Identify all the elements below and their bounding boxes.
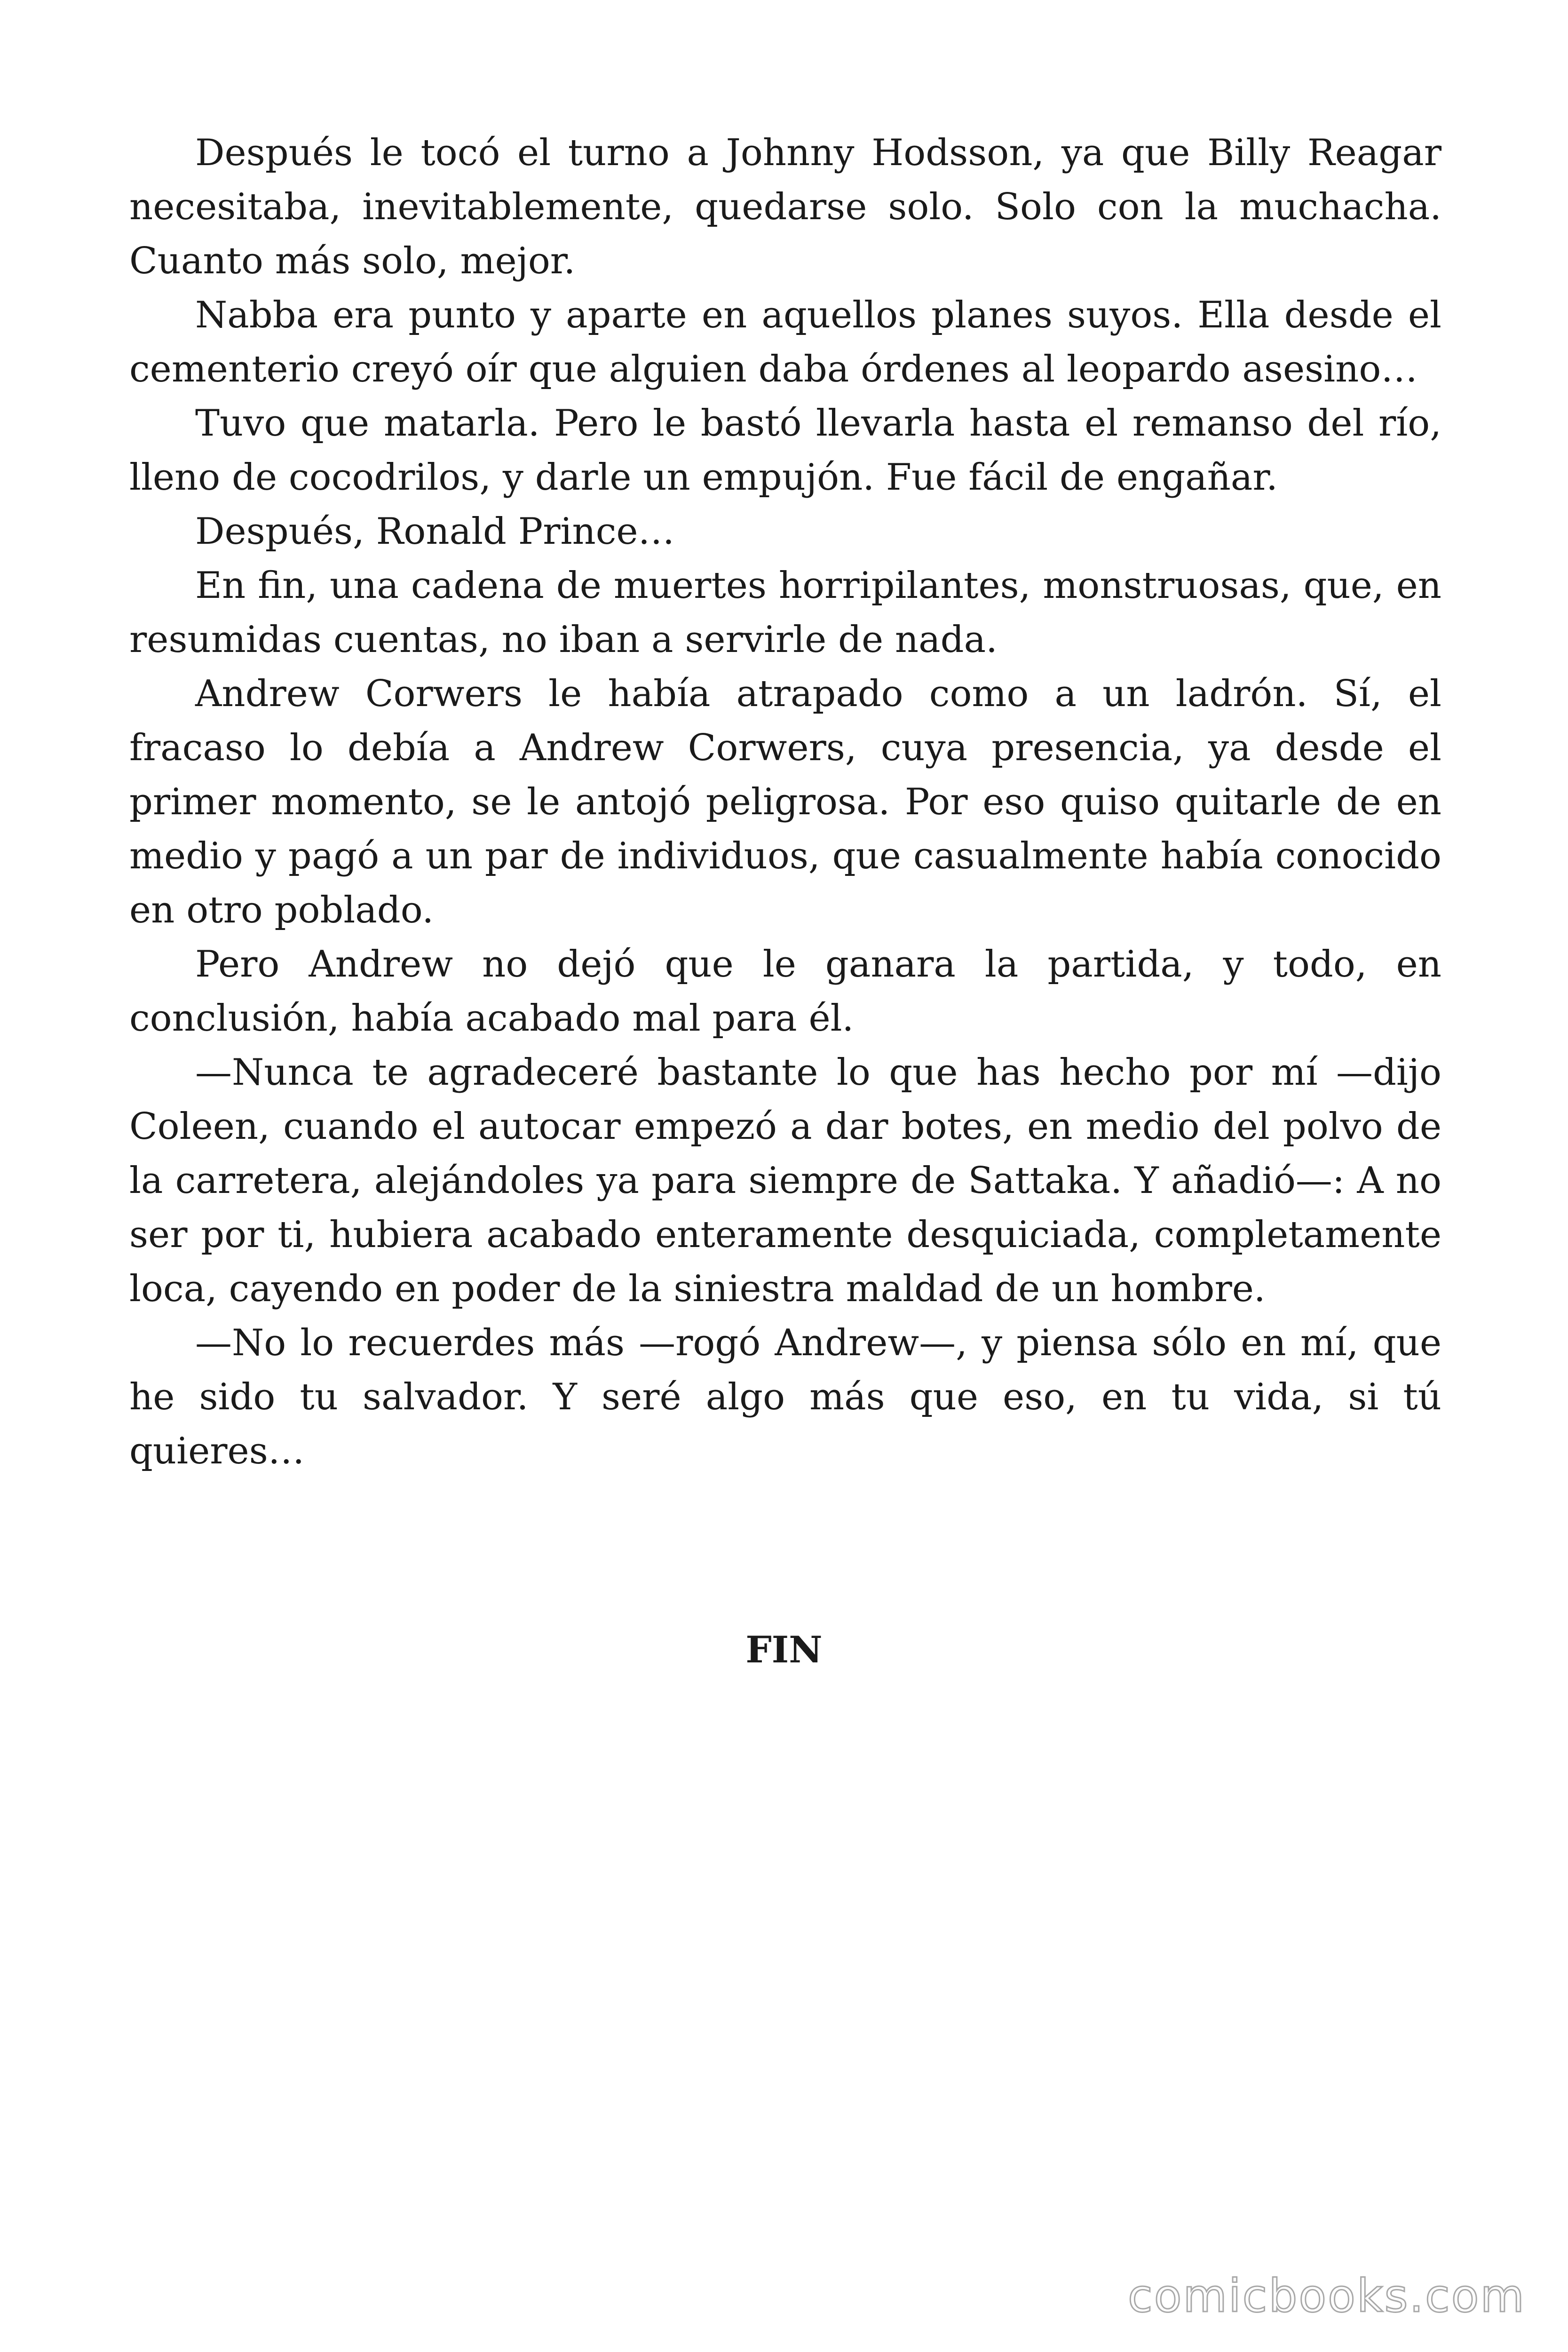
paragraph: —Nunca te agradeceré bastante lo que has hecho por mí —dijo Coleen, cuando el autocar empezó a dar botes, en medio del polvo de la carretera, alejándoles ya para siempre de Sattaka. Y añadió—: A no ser por ti, hubiera acabado enteramente desquiciada, completamente loca, cayendo en poder de la siniestra maldad de un hombre.	[129, 1051, 1441, 1310]
paragraph: En fin, una cadena de muertes horripilantes, monstruosas, que, en resumidas cuentas, no iban a servirle de nada.	[129, 564, 1441, 661]
watermark: comicbooks.com	[1127, 2270, 1526, 2322]
paragraph: Nabba era punto y aparte en aquellos planes suyos. Ella desde el cementerio creyó oír que alguien daba órdenes al leopardo asesino…	[129, 294, 1441, 390]
paragraph: Pero Andrew no dejó que le ganara la partida, y todo, en conclusión, había acabado mal para él.	[129, 943, 1441, 1040]
paragraph: Tuvo que matarla. Pero le bastó llevarla hasta el remanso del río, lleno de cocodrilos, y darle un empujón. Fue fácil de engañar.	[129, 402, 1441, 499]
paragraph: Andrew Corwers le había atrapado como a un ladrón. Sí, el fracaso lo debía a Andrew Corwers, cuya presencia, ya desde el primer momento, se le antojó peligrosa. Por eso quiso quitarle de en medio y pagó a un par de individuos, que casualmente había conocido en otro poblado.	[129, 673, 1441, 931]
paragraph: Después, Ronald Prince…	[195, 510, 675, 553]
paragraph: Después le tocó el turno a Johnny Hodsson, ya que Billy Reagar necesitaba, inevitablemente, quedarse solo. Solo con la muchacha. Cuanto más solo, mejor.	[129, 132, 1441, 282]
paragraph: —No lo recuerdes más —rogó Andrew—, y piensa sólo en mí, que he sido tu salvador. Y seré algo más que eso, en tu vida, si tú quieres…	[129, 1322, 1441, 1472]
body-text	[129, 126, 1441, 1478]
end-mark: FIN	[745, 1629, 823, 1671]
